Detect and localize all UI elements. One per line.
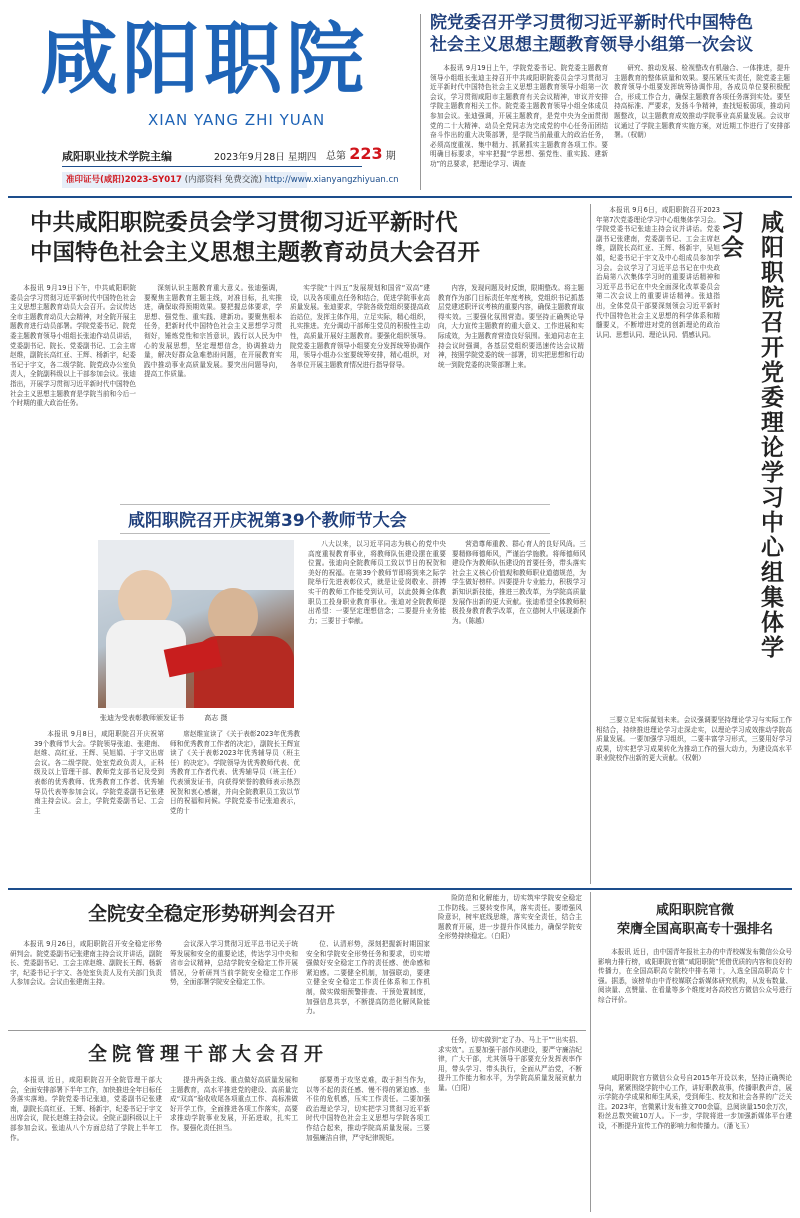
photo-caption <box>100 713 227 723</box>
teacher-article-col2: 席赵维宣读了《关于表彰2023年优秀教师和优秀教育工作者的决定》，副院长王辉宣读了《关于表彰2023年优秀辅导员（班主任）的决定》。学院领导为优秀教师代表、优秀教育工作者代表、优秀辅导员（班主任）代表颁发证书，向获得荣誉的教师表示热烈祝贺和衷心感谢，并向全院教职员工致以节日的祝福和问候。学院党委书记张迪表示，党的十 <box>170 730 300 815</box>
cadre-article-title: 全院管理干部大会召开 <box>88 1043 329 1065</box>
side-article-byline: （权朝） <box>681 754 705 763</box>
main-article-col2: 深刻认识主题教育重大意义。张迪强调，要聚焦主题教育主题主线，对准目标，扎实推进，确保取得预期效果。要把握总体要求，学思想、强党性、重实践、建新功。要聚焦根本任务，把新时代中国特色社会主义思想学习贯彻好，锤炼党性和宗旨意识，践行以人民为中心的发展思想，坚定理想信念，协调推动力量，解决好群众急难愁盼问题，在开展教育实践中推动事业高质量发展。要突出问题导向，提高工作质量。 <box>144 284 282 379</box>
section-divider-top <box>8 196 792 198</box>
safety-article-byline: （白阳） <box>490 932 514 941</box>
teacher-article-col4: 营造尊师重教、群心育人的良好风尚。三要精修师德师风，严谨治学施教。将师德师风建设作为教师队伍建设的首要任务，带头落实社会主义核心价值观和教师职业道德规范，为学生做好榜样。四要提升专业能力，积极学习新知识新技能，推进三教改革，为学院高质量发展作出新的更大贡献。张迪希望全体教师积极投身教育教学改革，在立德树人中展现新作为。（陈越） <box>452 540 586 625</box>
side-article-col2: 三要立足实际谋划未来。会议强调要坚持理论学习与实际工作相结合，持续推进理论学习走深走实，以理论学习成效推动学院高质量发展。一要加强学习组织，二要丰富学习形式，三要用好学习成果，切实把学习成果转化为推动工作的强大动力，为建设高水平职业院校作出新的更大贡献。（权朝） <box>596 716 792 763</box>
section-divider-middle <box>8 888 792 890</box>
side-article-col1: 本报讯 9月6日，咸阳职院召开2023年第7次党委理论学习中心组集体学习会。学院党委书记张迪主持会议并讲话。党委副书记张建南，党委副书记、工会主席赵维，副院长高红亚、王辉、杨新宇，吴旭娟，纪委书记于宇文及中心组成员参加学习会。会议学习了习近平总书记在中央政治局第八次集体学习时的重要讲话精神和习近平总书记在中央全面深化改革委员会第二次会议上的重要讲话精神。张迪指出，全体党员干部要深刻领会习近平新时代中国特色社会主义思想的科学体系和精髓要义，不断增进对党的创新理论的政治认同、思想认同、理论认同、情感认同。 <box>596 206 720 339</box>
top-article-col2: 研究、推动发展、检视整改有机融合、一体推进，提升主题教育的整体质量和效果。要压紧压实责任，院党委主题教育领导小组要发挥统筹协调作用，各成员单位要积极配合，形成工作合力，确保主题教育各项任务落到实处。要坚持高标准、严要求，发扬斗争精神，查找短板弱项，推动问题整改，以主题教育成效推动学院事业高质量发展。会议审议通过了学院主题教育实施方案，对近期工作进行了安排部署。（权朝） <box>614 64 790 140</box>
cadre-article-col1: 本报讯 近日，咸阳职院召开全院管理干部大会，全面安排部署下半年工作，加快推进全年目标任务落实落地。学院党委书记张迪，党委副书记张建南，副院长高红亚、王辉、杨新宇，纪委书记于宇文出席会议，院长赵维主持会议。全院正副科级以上干部参加会议。张迪从八个方面总结了学院上半年工作。 <box>10 1076 162 1142</box>
issue-label: 总第 <box>326 151 346 162</box>
award-article-title-line2: 荣膺全国高职高专十强排名 <box>616 922 773 937</box>
side-article-title: 咸阳职院召开党委理论学习中心组集体学习会 <box>717 210 783 660</box>
masthead-date: 2023年9月28日 星期四 <box>214 152 317 163</box>
teacher-article-col1: 本报讯 9月8日，咸阳职院召开庆祝第39个教师节大会。学院领导张迪、张建南、赵维、高红亚、王辉、吴旭娟、于宇文出席会议。各二级学院、处室党政负责人，正科级及以上管理干部、教师党支部书记及受到表彰的优秀教师、优秀教育工作者、优秀辅导员代表等参加会议。学院党委副书记张建南主持会议。会上，学院党委副书记、工会主 <box>34 730 164 815</box>
cadre-article-col3: 部要勇于攻坚克难，敢于担当作为，以等不起的责任感、慢不得的紧迫感、坐不住的危机感，压实工作责任。二要加强政治理论学习，切实把学习贯彻习近平新时代中国特色社会主义思想与学院各项工作结合起来，推动学院高质量发展。三要加强廉洁自律，严守纪律规矩。 <box>306 1076 430 1142</box>
masthead-logo: 咸阳职院 <box>40 14 369 105</box>
masthead-issue <box>326 144 396 163</box>
column-divider <box>420 14 421 190</box>
top-article-title-line2: 社会主义思想主题教育领导小组第一次会议 <box>430 35 753 55</box>
masthead-sponsor: 咸阳职业技术学院主编 <box>62 150 172 163</box>
website-url[interactable]: http://www.xianyangzhiyuan.cn <box>264 175 399 185</box>
issue-suffix: 期 <box>385 151 396 162</box>
top-article-title-line1: 院党委召开学习贯彻习近平新时代中国特色 <box>430 13 753 33</box>
teacher-award-photo <box>98 540 294 708</box>
section-divider-lower <box>8 1030 586 1031</box>
top-article-title <box>430 12 790 56</box>
main-article-col4: 内容，发现问题及时反馈，限期整改。将主题教育作为部门目标责任年度考核，党组织书记抓基层党建述职评议考核的重要内容，确保主题教育取得实效。三要强化氛围营造。要坚持正确舆论导向，大力宣传主题教育的重大意义、工作进展和实际成效，为主题教育营造良好氛围。张迪同志在主持会议时强调，各基层党组织要迅速传达会议精神，按照学院党委的统一部署，切实把思想和行动统一到院党委的决策部署上来。 <box>438 284 584 369</box>
registration-note: (内部资料 免费交流) <box>184 175 263 185</box>
registration-code: 准印证号(咸阳)2023-SY017 <box>66 175 182 185</box>
teacher-article-byline: （陈越） <box>465 616 489 625</box>
masthead-divider <box>62 166 362 167</box>
main-article-col1: 本报讯 9月19日下午，中共咸阳职院委员会学习贯彻习近平新时代中国特色社会主义思想主题教育动员大会召开。会议传达全市主题教育动员大会精神，对全院开展主题教育进行动员部署。学院党委书记、院党委主题教育领导小组组长张迪作动员讲话，党委副书记、院长、党委副书记、工会主席赵维，副院长高红亚、王辉、杨新宇，纪委书记于宇文，各二级学院、院党政办公室负责人，全院副科级以上干部参加会议。张迪指出，开展学习贯彻习近平新时代中国特色社会主义思想主题教育是学院当前和今后一个时期的重大政治任务。 <box>10 284 136 408</box>
teacher-article-col3: 八大以来，以习近平同志为核心的党中央高度重视教育事业，将教师队伍建设摆在重要位置。张迪向全院教师员工致以节日的祝贺和美好的祝福。在第39个教师节即将到来之际学院举行先进表彰仪式，就是让爱岗敬业、拼搏实干的教师工作能受到认可，以此鼓舞全体教职员工投身职业教育事业。张迪对全院教师提出希望：一要坚定理想信念；二要提升业务能力；三要甘于奉献。 <box>308 540 446 625</box>
column-divider <box>590 204 591 884</box>
registration-bar <box>62 172 399 188</box>
top-article-byline: （权朝） <box>627 131 651 140</box>
main-article-title <box>30 208 570 268</box>
safety-article-col1: 本报讯 9月26日，咸阳职院召开安全稳定形势研判会。院党委副书记张建南主持会议并讲话，副院长、党委副书记、工会主席赵维、副院长王辉、杨新宇，纪委书记于宇文、各处室负责人及有关部门负责人参加会议。会议由张建南主持。 <box>10 940 162 987</box>
top-article-col1: 本报讯 9月19日上午，学院党委书记、院党委主题教育领导小组组长张迪主持召开中共咸阳职院委员会学习贯彻习近平新时代中国特色社会主义思想主题教育领导小组第一次会议，学习贯彻咸阳市主题教育有关会议精神，审议并安排学院主题教育相关工作。院党委主题教育领导小组全体成员参加会议。张迪强调，开展主题教育，是党中央为全面贯彻党的二十大精神、动员全党同志为完成党的中心任务而团结奋斗作出的重大决策部署，是学院当前最重大的政治任务，必须高度重视、集中精力、抓紧抓实主题教育各项工作。要明确目标要求，牢牢把握“学思想、强党性、重实践、建新功”的总要求，把理论学习、调查 <box>430 64 608 168</box>
safety-article-col3: 位、认清形势，深刻把握新时期国家安全和学院安全形势任务和要求，切实增强做好安全稳定工作的责任感、使命感和紧迫感。二要健全机制，加强联动，要建立健全安全稳定工作责任体系和工作机制，做实做细预警排查、干预处置制度，加强信息共享，不断提高防范化解风险能力。 <box>306 940 430 1016</box>
masthead-pinyin: XIAN YANG ZHI YUAN <box>148 111 326 129</box>
main-article-col3: 实学院“十四五”发展规划和国省“双高”建设，以及各项重点任务和结合，促进学院事业高质量发展。张迪要求，学院各级党组织要提高政治站位，发挥主体作用，立足实际，精心组织，扎实推进。充分调动干部师生党员的积极性主动性，高质量开展好主题教育。要强化组织领导。院党委主题教育领导小组要充分发挥统筹协调作用，领导小组办公室要统筹安排，精心组织，对各单位开展主题教育情况进行指导督导。 <box>290 284 430 369</box>
safety-article-col4: 险防范和化解能力，切实筑牢学院安全稳定工作防线。三要转变作风，落实责任。要增强风险意识，树牢底线思维，落实安全责任，结合主题教育开展，进一步提升作风能力，确保学院安全形势持续稳定。（白阳） <box>438 894 582 941</box>
main-article-title-line2: 中国特色社会主义思想主题教育动员大会召开 <box>30 240 481 266</box>
photo-caption-text: 张迪为受表彰教师颁发证书 <box>100 714 184 722</box>
teacher-article-title: 咸阳职院召开庆祝第39个教师节大会 <box>128 511 407 531</box>
main-article-title-line1: 中共咸阳职院委员会学习贯彻习近平新时代 <box>30 210 458 236</box>
column-divider <box>590 892 591 1212</box>
award-article-byline: （潘飞玉） <box>723 1121 753 1130</box>
award-article-col2: 咸阳职院官方微信公众号自2015年开设以来，坚持正确舆论导向，紧紧围绕学院中心工作，讲好职教故事，传播职教声音，展示学院办学成果和师生风采，受到师生、校友和社会各界的广泛关注。2023年，官微累计发布推文700余篇，总阅读量150余万次，粉丝总数突破10万人。下一步，学院将进一步加强新媒体平台建设，不断提升宣传工作的影响力和传播力。（潘飞玉） <box>598 1074 792 1130</box>
cadre-article-col4: 任务，切实做到“定了办、马上干”“出实招、求实效”。五要加强干部作风建设，要严守廉洁纪律，广大干部，尤其领导干部要充分发挥表率作用，带头学习、带头执行，全面从严治党，不断提升工作能力和水平，为学院高质量发展贡献力量。（白阳） <box>438 1036 582 1092</box>
cadre-article-col2: 提升两条主线、重点做好高质量发展和主题教育，高水平推进党的建设、高质量完成“双高”验收收尾各项重点工作、高标准做好开学工作，全面推进各项工作落实，高要求推动学院事业发展，开拓进取，扎实工作。要强化责任担当。 <box>170 1076 298 1132</box>
award-article-title <box>598 902 792 940</box>
cadre-article-byline: （白阳） <box>451 1083 475 1092</box>
award-article-title-line1: 咸阳职院官微 <box>655 903 734 918</box>
award-article-col1: 本报讯 近日，由中国青年报社主办的中青校媒发布微信公众号影响力排行榜，咸阳职院官微“咸阳职院”凭借优质的内容和良好的传播力，在全国高职高专院校中排名第十，入选全国高职高专十强。据悉，该榜单由中青校媒联合新媒体研究机构，从发布数量、阅读量、点赞量、在看量等多个维度对各高校官方微信公众号进行综合评价。 <box>598 948 792 1004</box>
photo-credit: 高志 摄 <box>204 714 228 722</box>
issue-number: 223 <box>349 144 383 163</box>
safety-article-title: 全院安全稳定形势研判会召开 <box>88 903 336 925</box>
safety-article-col2: 会议深入学习贯彻习近平总书记关于统筹发展和安全的重要论述，传达学习中央和省市会议精神，总结学院安全稳定工作开展情况，分析研判当前学院安全稳定工作形势，全面部署学院安全稳定工作。 <box>170 940 298 987</box>
